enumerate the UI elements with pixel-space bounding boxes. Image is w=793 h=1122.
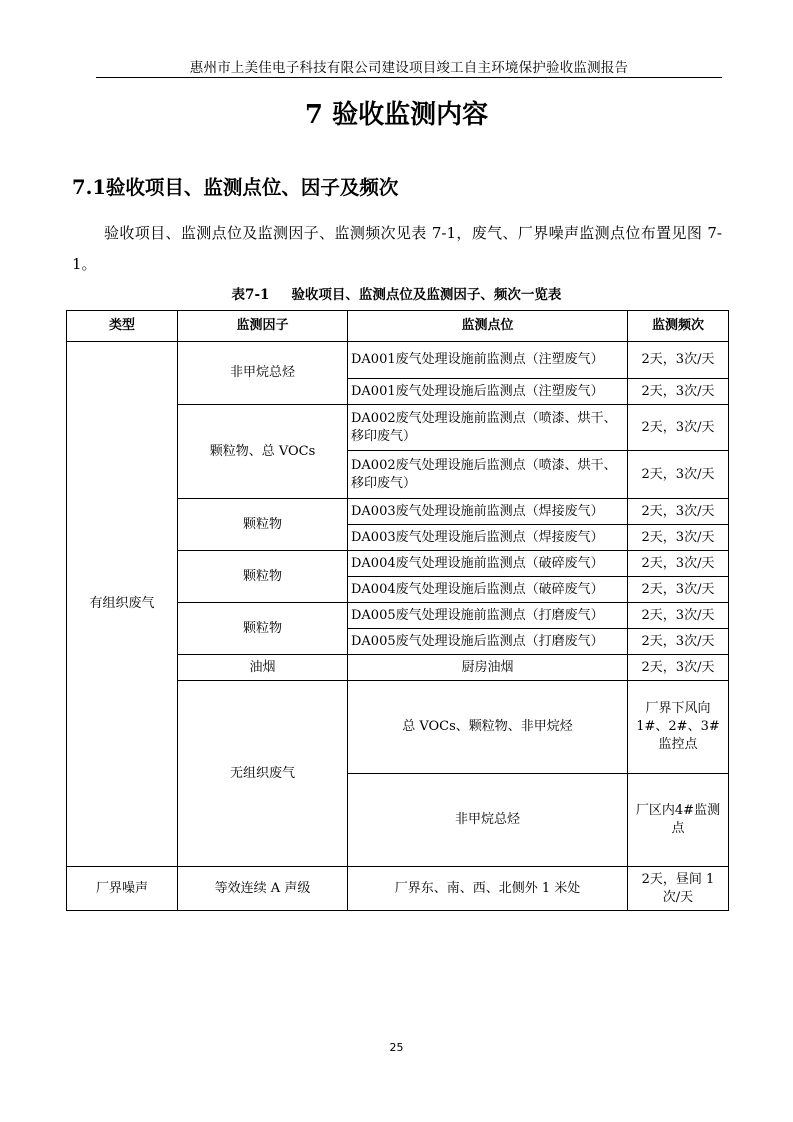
- table-header-row: [67, 311, 729, 342]
- frequency-cell: 2天，3次/天: [628, 525, 729, 551]
- table-row: [67, 867, 729, 911]
- factor-cell: 总 VOCs、颗粒物、非甲烷烃: [348, 681, 628, 774]
- point-cell: DA005废气处理设施前监测点（打磨废气）: [348, 603, 628, 629]
- point-cell: DA003废气处理设施后监测点（焊接废气）: [348, 525, 628, 551]
- frequency-cell: 2天，3次/天: [628, 499, 729, 525]
- point-cell: 厂界东、南、西、北侧外 1 米处: [348, 867, 628, 911]
- table-caption-number: 表7-1: [231, 287, 270, 303]
- point-cell: DA002废气处理设施后监测点（喷漆、烘干、移印废气）: [348, 451, 628, 499]
- header-point: 监测点位: [348, 311, 628, 342]
- frequency-cell: 2天，3次/天: [628, 577, 729, 603]
- factor-cell: 颗粒物: [178, 551, 348, 603]
- point-cell: DA005废气处理设施后监测点（打磨废气）: [348, 629, 628, 655]
- frequency-cell: 2天，昼间 1 次/天: [628, 867, 729, 911]
- factor-cell: 油烟: [178, 655, 348, 681]
- factor-cell: 颗粒物: [178, 603, 348, 655]
- header-rule: [96, 77, 722, 78]
- monitoring-table: [66, 310, 729, 911]
- point-cell: DA001废气处理设施后监测点（注塑废气）: [348, 379, 628, 405]
- point-cell: DA003废气处理设施前监测点（焊接废气）: [348, 499, 628, 525]
- type-cell: 无组织废气: [178, 681, 348, 867]
- frequency-cell: 2天，3次/天: [628, 655, 729, 681]
- factor-cell: 等效连续 A 声级: [178, 867, 348, 911]
- factor-cell: 非甲烷总烃: [348, 774, 628, 867]
- point-cell: DA004废气处理设施后监测点（破碎废气）: [348, 577, 628, 603]
- frequency-cell: 2天，3次/天: [628, 405, 729, 451]
- factor-cell: 颗粒物: [178, 499, 348, 551]
- factor-cell: 颗粒物、总 VOCs: [178, 405, 348, 499]
- header-type: 类型: [67, 311, 178, 342]
- section-title: 7.1验收项目、监测点位、因子及频次: [72, 176, 399, 199]
- point-cell: DA001废气处理设施前监测点（注塑废气）: [348, 342, 628, 379]
- frequency-cell: 2天，3次/天: [628, 551, 729, 577]
- frequency-cell: 2天，3次/天: [628, 342, 729, 379]
- table-row: [67, 342, 729, 379]
- factor-cell: 非甲烷总烃: [178, 342, 348, 405]
- body-paragraph: 验收项目、监测点位及监测因子、监测频次见表 7-1，废气、厂界噪声监测点位布置见图 7-1。: [72, 224, 722, 273]
- page-number: 25: [389, 1041, 404, 1054]
- frequency-cell: 2天，3次/天: [628, 629, 729, 655]
- header-frequency: 监测频次: [628, 311, 729, 342]
- point-cell: 厂区内4#监测点: [628, 774, 729, 867]
- point-cell: DA004废气处理设施前监测点（破碎废气）: [348, 551, 628, 577]
- frequency-cell: 2天，3次/天: [628, 379, 729, 405]
- frequency-cell: 2天，3次/天: [628, 603, 729, 629]
- point-cell: 厨房油烟: [348, 655, 628, 681]
- header-factor: 监测因子: [178, 311, 348, 342]
- type-cell: 厂界噪声: [67, 867, 178, 911]
- frequency-cell: 2天，3次/天: [628, 451, 729, 499]
- point-cell: 厂界下风向1#、2#、3#监控点: [628, 681, 729, 774]
- chapter-title: 7 验收监测内容: [304, 100, 489, 130]
- table-caption-title: 验收项目、监测点位及监测因子、频次一览表: [291, 287, 562, 303]
- page-header: 惠州市上美佳电子科技有限公司建设项目竣工自主环境保护验收监测报告: [189, 60, 629, 76]
- table-caption: [0, 283, 793, 303]
- point-cell: DA002废气处理设施前监测点（喷漆、烘干、移印废气）: [348, 405, 628, 451]
- type-cell: 有组织废气: [67, 342, 178, 867]
